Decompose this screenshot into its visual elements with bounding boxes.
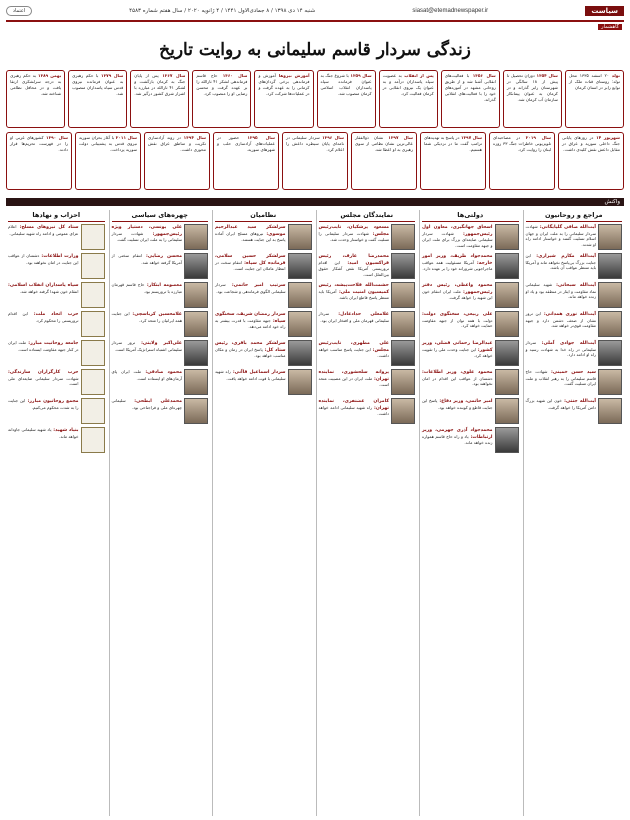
quote-text: دشمنان از عواقب این جنایت در امان نخواهند بود.	[8, 253, 79, 265]
reaction-text	[112, 224, 183, 250]
quote-text: شهادت سردار سلیمانی ضایعه‌ای بزرگ برای ملت ایران و جبهه مقاومت است.	[422, 230, 493, 248]
person-name: وزارت اطلاعات:	[39, 254, 79, 259]
quote-text: پاسخ این جنایت قاطع و کوبنده خواهد بود.	[422, 398, 493, 410]
quote-text: نیروهای مسلح ایران آماده پاسخ به این جنایت هستند.	[215, 230, 286, 243]
person-name: مسعود پزشکیان، نایب‌رئیس مجلس:	[318, 225, 389, 237]
reaction-entry	[526, 224, 623, 250]
reaction-entry	[8, 369, 105, 395]
reaction-entry	[112, 340, 209, 366]
column-title: احزاب و نهادها	[8, 210, 105, 222]
reaction-text	[422, 427, 493, 453]
reaction-text	[8, 224, 79, 250]
reaction-entry	[112, 282, 209, 308]
org-logo	[81, 369, 105, 395]
reaction-entry	[526, 311, 623, 337]
quote-text: این جنایت را به شدت محکوم می‌کنیم.	[8, 398, 79, 410]
reaction-entry	[319, 398, 416, 424]
reaction-text	[319, 311, 390, 337]
timeline-row-2	[6, 132, 624, 190]
timeline-text: با آغاز بحران سوریه نیروی قدس به پشتیبانی دولت سوریه پرداخت.	[79, 135, 137, 152]
reaction-text	[526, 282, 597, 308]
quote-text: راه شهید سلیمانی با قوت ادامه خواهد یافت.	[215, 369, 286, 381]
timeline-year: سال ۱۳۹۴	[180, 135, 206, 140]
person-photo	[495, 224, 519, 250]
timeline-item	[317, 70, 376, 128]
reaction-text	[526, 253, 597, 279]
timeline-year: سال ۱۳۶۷	[158, 73, 186, 78]
reaction-text	[215, 369, 286, 395]
reaction-text	[215, 311, 286, 337]
reaction-text	[422, 340, 493, 366]
timeline-year: سال ۱۳۶۰	[217, 73, 248, 78]
reaction-text	[112, 282, 183, 308]
column-3	[316, 210, 418, 816]
person-name: پروانه سلحشوری، نماینده تهران:	[318, 370, 389, 382]
timeline-item	[282, 132, 348, 190]
quote-text: جبهه مقاومت با قدرت بیشتر به راه خود ادامه می‌دهد.	[215, 317, 286, 330]
reaction-text	[319, 253, 390, 279]
person-photo	[184, 369, 208, 395]
person-name: سرلشکر سید عبدالرحیم موسوی:	[215, 225, 286, 237]
reaction-text	[215, 224, 286, 250]
timeline-year: سال ۱۳۵۶	[469, 73, 496, 78]
person-photo	[391, 282, 415, 308]
person-name: بنیاد شهید:	[51, 428, 79, 433]
reaction-text	[112, 253, 183, 279]
quote-text: سلیمانی چهره‌ای ملی و فراجناحی بود.	[111, 398, 182, 410]
quote-text: انتقام سختی از آمریکا گرفته خواهد شد.	[111, 253, 182, 265]
reaction-text	[526, 340, 597, 366]
quote-text: شهادت سردار سلیمانی ضایعه‌ای ملی است.	[8, 375, 79, 387]
reaction-text	[8, 369, 79, 395]
person-photo	[598, 398, 622, 424]
person-photo	[288, 253, 312, 279]
reaction-text	[8, 253, 79, 279]
column-5	[109, 210, 211, 816]
reaction-text	[8, 427, 79, 453]
reaction-entry	[526, 398, 623, 424]
timeline-year: سال ۱۳۹۰	[43, 135, 68, 140]
person-name: عبدالرضا رحمانی فضلی، وزیر کشور:	[422, 341, 493, 353]
reaction-entry	[422, 311, 519, 337]
timeline-item	[558, 132, 624, 190]
timeline-text: کشورهای غربی او را در فهرست تحریم‌ها قرار دادند.	[10, 135, 68, 152]
person-name: جامعه روحانیت مبارز:	[26, 341, 79, 346]
reaction-entry	[112, 224, 209, 250]
column-title: مراجع و روحانیون	[526, 210, 623, 222]
person-name: علی ربیعی، سخنگوی دولت:	[422, 312, 493, 317]
org-logo	[81, 282, 105, 308]
reaction-entry	[8, 340, 105, 366]
quote-text: ملت ایران در این مصیبت متحد است.	[318, 375, 389, 388]
reaction-entry	[422, 253, 519, 279]
timeline-item	[130, 70, 189, 128]
reaction-text	[526, 369, 597, 395]
person-name: آیت‌الله جنتی:	[561, 399, 596, 404]
reaction-text	[112, 340, 183, 366]
person-name: مجمع روحانیون مبارز:	[25, 399, 79, 404]
timeline-year: شهریور ۱۴	[593, 135, 621, 140]
reaction-entry	[215, 369, 312, 395]
quote-text: سردار سلیمانی قهرمان ملی و افتخار ایران بود.	[318, 311, 389, 323]
timeline-year: پس از انقلاب	[401, 73, 434, 78]
reaction-entry	[112, 369, 209, 395]
column-title: نمایندگان مجلس	[319, 210, 416, 222]
person-photo	[288, 282, 312, 308]
person-photo	[598, 369, 622, 395]
person-photo	[495, 253, 519, 279]
person-name: غلامحسین کرباسچی:	[129, 312, 182, 317]
timeline-year: آموزش نیروها	[275, 73, 310, 78]
quote-text: این جنایت وحدت ملی را تقویت خواهد کرد.	[422, 346, 493, 359]
timeline-text: در روزهای پایانی جنگ داخلی سوریه و عراق در مقابل داعش نقش کلیدی داشت.	[562, 135, 620, 152]
timeline-year: سال ۱۳۹۶	[319, 135, 344, 140]
reaction-text	[8, 340, 79, 366]
person-photo	[288, 340, 312, 366]
timeline-year: سال ۱۳۹۷	[383, 135, 413, 140]
reaction-entry	[112, 311, 209, 337]
timeline-text: با فعالیت‌های انقلابی آشنا شد و از طریق روحانی مشهد در آموزه‌های خود را با فعالیت‌های انقلابی گذراند.	[444, 73, 496, 102]
quote-text: شهادت حاج قاسم سلیمانی را به رهبر انقلاب و ملت ایران تسلیت گفت.	[525, 369, 596, 387]
person-name: حزب کارگزاران سازندگی:	[8, 370, 79, 375]
person-name: محمود واعظی، رئیس دفتر رئیس‌جمهور:	[422, 283, 493, 295]
header-divider	[6, 20, 624, 22]
quote-text: انتقام خون شهدا گرفته خواهد شد.	[19, 288, 79, 294]
person-name: محمود صادقی:	[141, 370, 182, 375]
person-photo	[184, 253, 208, 279]
timeline-year: سال ۱۳۹۵	[239, 135, 275, 140]
quote-text: آمریکا باید منتظر پاسخ قاطع ایران باشد.	[318, 288, 389, 301]
person-name: آیت‌الله جوادی آملی:	[536, 341, 596, 346]
quote-text: سردار سلیمانی در راه خدا به شهادت رسید و راه او ادامه دارد.	[525, 340, 596, 358]
person-photo	[495, 311, 519, 337]
reaction-text	[319, 340, 390, 366]
reaction-text	[319, 224, 390, 250]
quote-text: آمریکا مسئولیت همه عواقب ماجراجویی شرورانه خود را بر عهده دارد.	[422, 259, 493, 272]
reaction-text	[319, 369, 390, 395]
reaction-text	[422, 398, 493, 424]
timeline-text: پس از پایان جنگ به کرمان بازگشت و لشکر ۴۱ ثارالله در مبارزه با اشرار شرق کشور درگیر شد.	[134, 73, 186, 96]
person-name: امیر حاتمی، وزیر دفاع:	[437, 399, 493, 404]
timeline-item	[379, 70, 438, 128]
quote-text: ملت ایران پای آرمان‌های او ایستاده است.	[111, 369, 182, 381]
person-photo	[391, 398, 415, 424]
column-4	[212, 210, 314, 816]
reaction-entry	[526, 340, 623, 366]
timeline-year: سال ۱۳۹۷	[459, 135, 482, 140]
column-title: نظامیان	[215, 210, 312, 222]
quote-text: این اقدام تروریستی را محکوم کرد.	[8, 311, 79, 323]
quote-text: این جنایت پاسخ مناسب خواهد داشت.	[318, 346, 389, 359]
quote-text: اعلام عزای عمومی و ادامه راه شهید سلیمانی.	[8, 224, 79, 236]
timeline-text: ۲۰ اسفند ۱۳۳۵ محل تولد: روستای قنات ملک از توابع رابر در استان کرمان	[568, 73, 620, 90]
person-name: کامران غضنفری، نماینده تهران:	[318, 399, 389, 411]
column-6	[6, 210, 107, 816]
timeline-year: تولد	[608, 73, 620, 78]
org-logo	[81, 427, 105, 453]
person-name: علی یونسی، دستیار ویژه رئیس‌جمهور:	[111, 225, 183, 237]
person-name: علی‌اکبر ولایتی:	[135, 341, 183, 346]
person-name: محمدجواد ظریف، وزیر امور خارجه:	[422, 254, 493, 266]
timeline-row-1	[6, 70, 624, 128]
person-photo	[391, 253, 415, 279]
reaction-entry	[319, 253, 416, 279]
quote-text: خون این شهید بزرگ دامن آمریکا را خواهد گرفت.	[525, 398, 596, 410]
reaction-text	[526, 398, 597, 424]
timeline-item	[441, 70, 500, 128]
reaction-entry	[319, 282, 416, 308]
timeline-item	[68, 70, 127, 128]
timeline-year: سال ۱۳۵۴	[534, 73, 558, 78]
org-logo	[81, 398, 105, 424]
person-name: سید حسن خمینی:	[547, 370, 596, 375]
person-photo	[391, 369, 415, 395]
reaction-text	[112, 311, 183, 337]
org-logo	[81, 224, 105, 250]
quote-text: انتقام سخت در انتظار عاملان این جنایت است.	[215, 259, 286, 272]
timeline-text: سردار سلیمانی در نامه‌ای پایان سیطره داعش را اعلام کرد.	[286, 135, 344, 152]
timeline-text: در مصاحبه‌ای تلویزیونی خاطرات جنگ ۳۳ روزه لبنان را روایت کرد.	[493, 135, 552, 152]
page-headline: زندگی سردار قاسم سلیمانی به روایت تاریخ	[159, 40, 471, 60]
reaction-entry	[8, 224, 105, 250]
person-photo	[184, 311, 208, 337]
reaction-entry	[422, 224, 519, 250]
quote-text: این جنایت بزرگ بی‌پاسخ نخواهد ماند و آمریکا باید منتظر عواقب آن باشد.	[525, 253, 596, 271]
timeline	[6, 70, 624, 192]
person-name: محسن رضایی:	[142, 254, 182, 259]
reaction-entry	[422, 369, 519, 395]
reaction-entry	[215, 253, 312, 279]
reaction-entry	[8, 282, 105, 308]
reaction-text	[112, 398, 183, 424]
reaction-entry	[422, 282, 519, 308]
timeline-item	[420, 132, 486, 190]
person-photo	[495, 398, 519, 424]
person-name: حشمت‌الله فلاحت‌پیشه، رئیس کمیسیون امنیت ملی:	[318, 283, 389, 295]
person-name: اسحاق جهانگیری، معاون اول رئیس‌جمهور:	[422, 225, 493, 237]
person-photo	[495, 340, 519, 366]
reaction-entry	[319, 224, 416, 250]
quote-text: دشمنان از عواقب این اقدام در امان نخواهند بود.	[422, 375, 493, 387]
person-photo	[184, 224, 208, 250]
quote-text: حاج قاسم قهرمان مبارزه با تروریسم بود.	[111, 282, 182, 294]
section-brand: سیاست	[585, 6, 624, 16]
reaction-entry	[526, 282, 623, 308]
person-name: آیت‌الله سبحانی:	[552, 283, 596, 288]
timeline-year: سال ۲۰۱۱	[114, 135, 137, 140]
reaction-entry	[319, 369, 416, 395]
timeline-item	[6, 132, 72, 190]
person-photo	[495, 427, 519, 453]
person-photo	[495, 369, 519, 395]
quote-text: شهید سلیمانی نماد مقاومت و ایثار در منطقه بود و یاد او زنده خواهد ماند.	[525, 282, 596, 300]
timeline-text: حضور در عملیات‌های آزادسازی حلب و شهرهای سوریه.	[217, 135, 275, 152]
person-name: سردار رمضان شریف، سخنگوی سپاه:	[215, 312, 286, 324]
person-name: علی مطهری، نایب‌رئیس مجلس:	[318, 341, 389, 353]
person-photo	[288, 369, 312, 395]
person-name: ستاد کل نیروهای مسلح:	[16, 225, 79, 230]
timeline-item	[503, 70, 562, 128]
quote-text: ملت ایران انتقام خون این شهید را خواهد گرفت.	[422, 288, 493, 301]
reaction-entry	[8, 253, 105, 279]
timeline-text: نشان ذوالفقار عالی‌ترین نشان نظامی از سوی رهبری به او اعطا شد.	[355, 135, 413, 152]
column-title: چهره‌های سیاسی	[112, 210, 209, 222]
reaction-text	[526, 224, 597, 250]
quote-text: راه شهید سلیمانی ادامه خواهد داشت.	[318, 404, 389, 417]
newspaper-logo: اعتماد	[6, 6, 32, 16]
reaction-entry	[8, 311, 105, 337]
person-photo	[184, 398, 208, 424]
reaction-columns	[6, 210, 624, 816]
reaction-text	[422, 369, 493, 395]
person-photo	[288, 311, 312, 337]
quote-text: این ترور نشان از ضعف دشمن دارد و جبهه مقاومت قوی‌تر خواهد شد.	[525, 311, 596, 329]
person-name: آیت‌الله مکارم شیرازی:	[530, 254, 596, 259]
reaction-entry	[422, 340, 519, 366]
quote-text: این جنایت همه ایرانیان را متحد کرد.	[111, 311, 182, 323]
reaction-text	[8, 282, 79, 308]
person-name: آیت‌الله نوری همدانی:	[540, 312, 596, 317]
header-bar	[6, 4, 624, 18]
timeline-text: آموزش و فرماندهی برخی گردان‌های کرمانی را به عهده گرفت و در عملیات‌ها شرکت کرد.	[258, 73, 310, 96]
timeline-text: به حکم رهبری به درجه سرلشکری ارتقا یافت و در محافل نظامی شناخته شد.	[10, 73, 62, 96]
quote-text: شهادت سردار سلیمانی را تسلیت گفت و خواستار وحدت شد.	[318, 230, 389, 243]
quote-text: پاسخ ایران در زمان و مکان مناسب خواهد بود.	[215, 346, 286, 359]
person-name: سرتیپ امیر حاتمی:	[225, 283, 286, 288]
person-name: سرلشکر حسین سلامی، فرمانده کل سپاه:	[215, 254, 286, 266]
quote-text: سردار سلیمانی الگوی فرماندهی و شجاعت بود.	[215, 282, 286, 294]
timeline-item	[489, 132, 555, 190]
person-name: محمدجواد آذری جهرمی، وزیر ارتباطات:	[422, 428, 493, 440]
quote-text: شهادت سردار سلیمانی را به ملت ایران و جهان اسلام تسلیت گفتند و خواستار ادامه راه او شدند.	[525, 224, 596, 247]
reaction-text	[422, 224, 493, 250]
timeline-item	[351, 132, 417, 190]
quote-text: یاد و راه حاج قاسم همواره زنده خواهد ماند.	[422, 433, 493, 446]
timeline-item	[254, 70, 313, 128]
reaction-entry	[215, 224, 312, 250]
timeline-item	[565, 70, 624, 128]
person-photo	[391, 224, 415, 250]
person-name: محمود علوی، وزیر اطلاعات:	[422, 370, 493, 375]
person-photo	[495, 282, 519, 308]
timeline-text: به عضویت سپاه پاسداران درآمد و به عنوان یک نیروی انقلابی در کرمان فعالیت کرد.	[382, 73, 434, 96]
timeline-text: با شروع جنگ به عنوان فرمانده سپاه پاسداران انقلاب اسلامی کرمان منصوب شد.	[320, 73, 372, 96]
kicker-label: گاهشمار	[598, 24, 622, 30]
timeline-item	[6, 70, 65, 128]
reaction-text	[422, 311, 493, 337]
person-name: معصومه ابتکار:	[144, 283, 182, 288]
reaction-entry	[215, 282, 312, 308]
reaction-entry	[319, 340, 416, 366]
person-name: سردار اسماعیل قاآنی:	[230, 370, 286, 375]
reaction-entry	[526, 369, 623, 395]
timeline-text: در پاسخ به تهدیدهای ترامپ گفت ما در نزدیکی شما هستیم.	[424, 135, 482, 152]
reaction-text	[319, 282, 390, 308]
quote-text: ترور سردار سلیمانی اشتباه استراتژیک آمریکا است.	[111, 340, 182, 352]
reaction-entry	[215, 311, 312, 337]
reaction-entry	[215, 340, 312, 366]
timeline-year: بهمن ۱۳۸۹	[36, 73, 62, 78]
person-photo	[598, 253, 622, 279]
person-photo	[391, 340, 415, 366]
timeline-text: حاج قاسم فرماندهی لشکر ۴۱ ثارالله را بر عهده گرفت و محسن رضایی او را منصوب کرد.	[196, 73, 248, 96]
timeline-year: سال ۱۳۵۹	[348, 73, 372, 78]
reaction-text	[215, 282, 286, 308]
timeline-text: دوران تحصیل تا پیش از ۱۸ سالگی در شهرستان رابر گذراند و در کرمان به عنوان پیمانکار سازمان آب کرمان شد.	[506, 73, 558, 102]
reaction-text	[215, 253, 286, 279]
quote-text: ملت ایران در کنار جبهه مقاومت ایستاده است.	[8, 340, 79, 352]
column-1	[523, 210, 625, 816]
org-logo	[81, 253, 105, 279]
reaction-entry	[422, 398, 519, 424]
person-photo	[598, 311, 622, 337]
timeline-text: در روند آزادسازی تکریت و مناطق عراق نقش محوری داشت.	[148, 135, 206, 152]
person-name: سرلشکر محمد باقری، رئیس ستاد کل:	[215, 341, 286, 353]
person-photo	[184, 340, 208, 366]
column-2	[419, 210, 521, 816]
date-line: شنبه ۱۴ دی ۱۳۹۸ / ۸ جمادی‌الاول ۱۴۴۱ / ۴ ژانویه ۲۰۲۰ / سال هفتم شماره ۴۵۸۳	[129, 8, 316, 14]
timeline-item	[144, 132, 210, 190]
person-name: محمدعلی ابطحی:	[125, 399, 182, 404]
person-photo	[288, 224, 312, 250]
reaction-text	[319, 398, 390, 424]
person-photo	[391, 311, 415, 337]
person-name: سپاه پاسداران انقلاب اسلامی:	[8, 283, 79, 288]
person-name: حزب اتحاد ملت:	[27, 312, 79, 317]
reaction-entry	[422, 427, 519, 453]
quote-text: یاد شهید سلیمانی جاودانه خواهد ماند.	[8, 427, 79, 439]
person-name: محمدرضا عارف، رئیس فراکسیون امید:	[318, 254, 389, 266]
reaction-text	[422, 282, 493, 308]
timeline-year: سال ۲۰۱۹	[520, 135, 551, 140]
reaction-text	[215, 340, 286, 366]
org-logo	[81, 340, 105, 366]
person-name: آیت‌الله صافی گلپایگانی:	[537, 225, 596, 230]
reaction-entry	[319, 311, 416, 337]
person-photo	[598, 282, 622, 308]
reaction-entry	[8, 427, 105, 453]
timeline-item	[213, 132, 279, 190]
quote-text: شهادت سردار سلیمانی را به ملت ایران تسلیت گفت.	[111, 230, 182, 243]
reaction-entry	[112, 398, 209, 424]
column-title: دولتی‌ها	[422, 210, 519, 222]
reaction-entry	[112, 253, 209, 279]
reaction-entry	[8, 398, 105, 424]
timeline-year: سال ۱۳۷۹	[98, 73, 124, 78]
person-photo	[598, 340, 622, 366]
reaction-text	[112, 369, 183, 395]
reaction-text	[422, 253, 493, 279]
person-name: غلامعلی حدادعادل:	[329, 312, 389, 317]
timeline-item	[75, 132, 141, 190]
timeline-item	[192, 70, 251, 128]
quote-text: دولت با همه توان از جبهه مقاومت حمایت خواهد کرد.	[422, 317, 493, 329]
reaction-text	[8, 398, 79, 424]
quote-text: این اقدام تروریستی آمریکا نقض آشکار حقوق بین‌الملل است.	[318, 259, 389, 277]
person-photo	[598, 224, 622, 250]
org-logo	[81, 311, 105, 337]
section-label: واکنش	[604, 199, 620, 205]
person-photo	[184, 282, 208, 308]
timeline-text: با حکم رهبری به عنوان فرمانده نیروی قدس سپاه پاسداران منصوب شد.	[72, 73, 124, 96]
site-email: siasat@etemadnewspaper.ir	[412, 8, 489, 14]
reaction-text	[8, 311, 79, 337]
section-bar	[6, 198, 624, 206]
reaction-entry	[526, 253, 623, 279]
reaction-text	[526, 311, 597, 337]
